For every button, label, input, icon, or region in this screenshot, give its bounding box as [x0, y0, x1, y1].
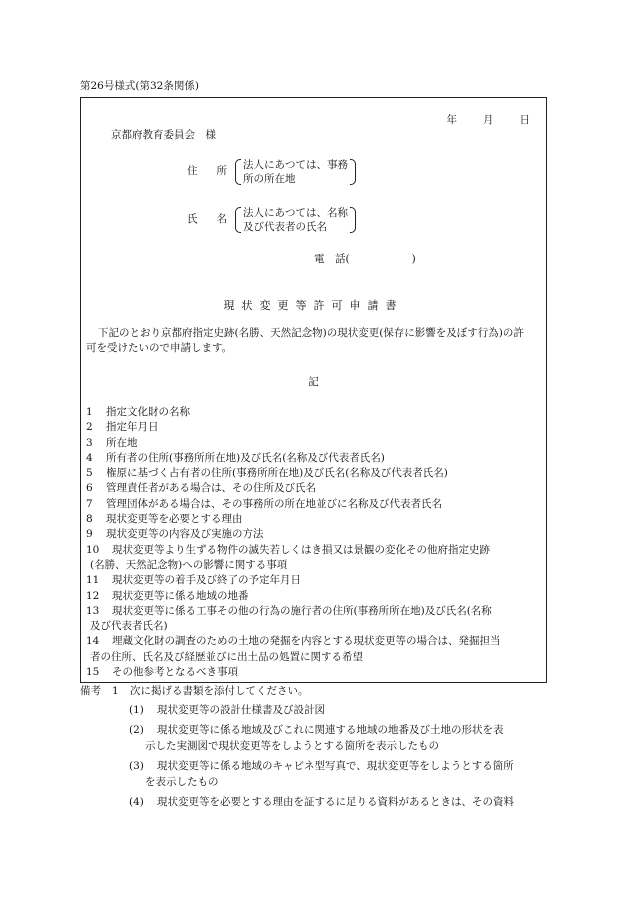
ki-heading: 記	[308, 376, 319, 388]
list-item: 2 指定年月日	[86, 421, 159, 434]
name-field	[187, 206, 356, 234]
remark-sub-item: (4) 現状変更等を必要とする理由を証するに足りる資料があるときは、その資料	[129, 796, 514, 809]
list-item: 5 権原に基づく占有者の住所(事務所所在地)及び氏名(名称及び代表者氏名)	[86, 467, 448, 480]
list-item: 10 現状変更等より生ずる物件の滅失若しくはき損又は景観の変化その他府指定史跡 (名勝、天然記念物)への影響に関する事項	[86, 543, 490, 571]
address-field	[187, 158, 356, 186]
remark-sub-list	[129, 702, 550, 810]
list-item: 6 管理責任者がある場合は、その住所及び氏名	[86, 482, 316, 495]
remark-text: 次に掲げる書類を添付してください。	[130, 685, 309, 697]
list-item: 7 管理団体がある場合は、その事務所の所在地並びに名称及び代表者氏名	[86, 497, 442, 510]
list-item: 1 指定文化財の名称	[86, 406, 190, 418]
list-item: 15 その他参考となるべき事項	[86, 666, 238, 679]
name-note: 法人にあつては、名称 及び代表者の氏名	[235, 206, 356, 234]
phone-label: 電 話(	[314, 253, 350, 265]
list-item: 14 埋蔵文化財の調査のための土地の発掘を内容とする現状変更等の場合は、発掘担当 者の住所、氏名及び経歴並びに出土品の処置に関する希望	[86, 635, 501, 663]
date-month: 月	[483, 114, 494, 126]
remark-sub-item: (3) 現状変更等に係る地域のキャビネ型写真で、現状変更等をしようとする箇所 を表示したもの	[129, 760, 514, 789]
item-list	[86, 405, 534, 680]
list-item: 12 現状変更等に係る地域の地番	[86, 589, 249, 602]
list-item: 3 所在地	[86, 436, 138, 449]
remarks-section	[80, 685, 550, 810]
list-item: 9 現状変更等の内容及び実施の方法	[86, 528, 264, 541]
intro-paragraph: 下記のとおり京都府指定史跡(名勝、天然記念物)の現状変更(保存に影響を及ぼす行為)の許可を受けたいので申請します。	[86, 327, 524, 354]
address-note: 法人にあつては、事務 所の所在地	[235, 158, 356, 186]
phone-line	[314, 253, 416, 266]
list-item: 11 現状変更等の着手及び終了の予定年月日	[86, 574, 301, 587]
form-title: 現状変更等許可申請書	[223, 299, 404, 312]
address-label: 住 所	[187, 165, 227, 178]
phone-close: )	[411, 253, 416, 265]
application-form-frame	[80, 97, 547, 683]
date-line	[447, 114, 531, 127]
date-day: 日	[519, 114, 530, 126]
name-label: 氏 名	[187, 213, 227, 226]
addressee: 京都府教育委員会 様	[111, 129, 216, 141]
list-item: 8 現状変更等を必要とする理由	[86, 513, 243, 526]
remark-sub-item: (1) 現状変更等の設計仕様書及び設計図	[129, 704, 325, 717]
list-item: 13 現状変更等に係る工事その他の行為の施行者の住所(事務所所在地)及び氏名(名称 及び代表者氏名)	[86, 604, 492, 633]
remarks-label: 備考	[80, 685, 101, 697]
remark-sub-item: (2) 現状変更等に係る地域及びこれに関連する地域の地番及び土地の形状を表 示した実測図で現状変更等をしようとする箇所を表示したもの	[129, 724, 504, 753]
form-number: 第26号様式(第32条関係)	[80, 80, 199, 92]
date-year: 年	[446, 114, 457, 126]
remark-head	[80, 685, 550, 698]
remark-number: 1	[112, 685, 119, 697]
list-item: 4 所有者の住所(事務所所在地)及び氏名(名称及び代表者氏名)	[86, 451, 385, 464]
